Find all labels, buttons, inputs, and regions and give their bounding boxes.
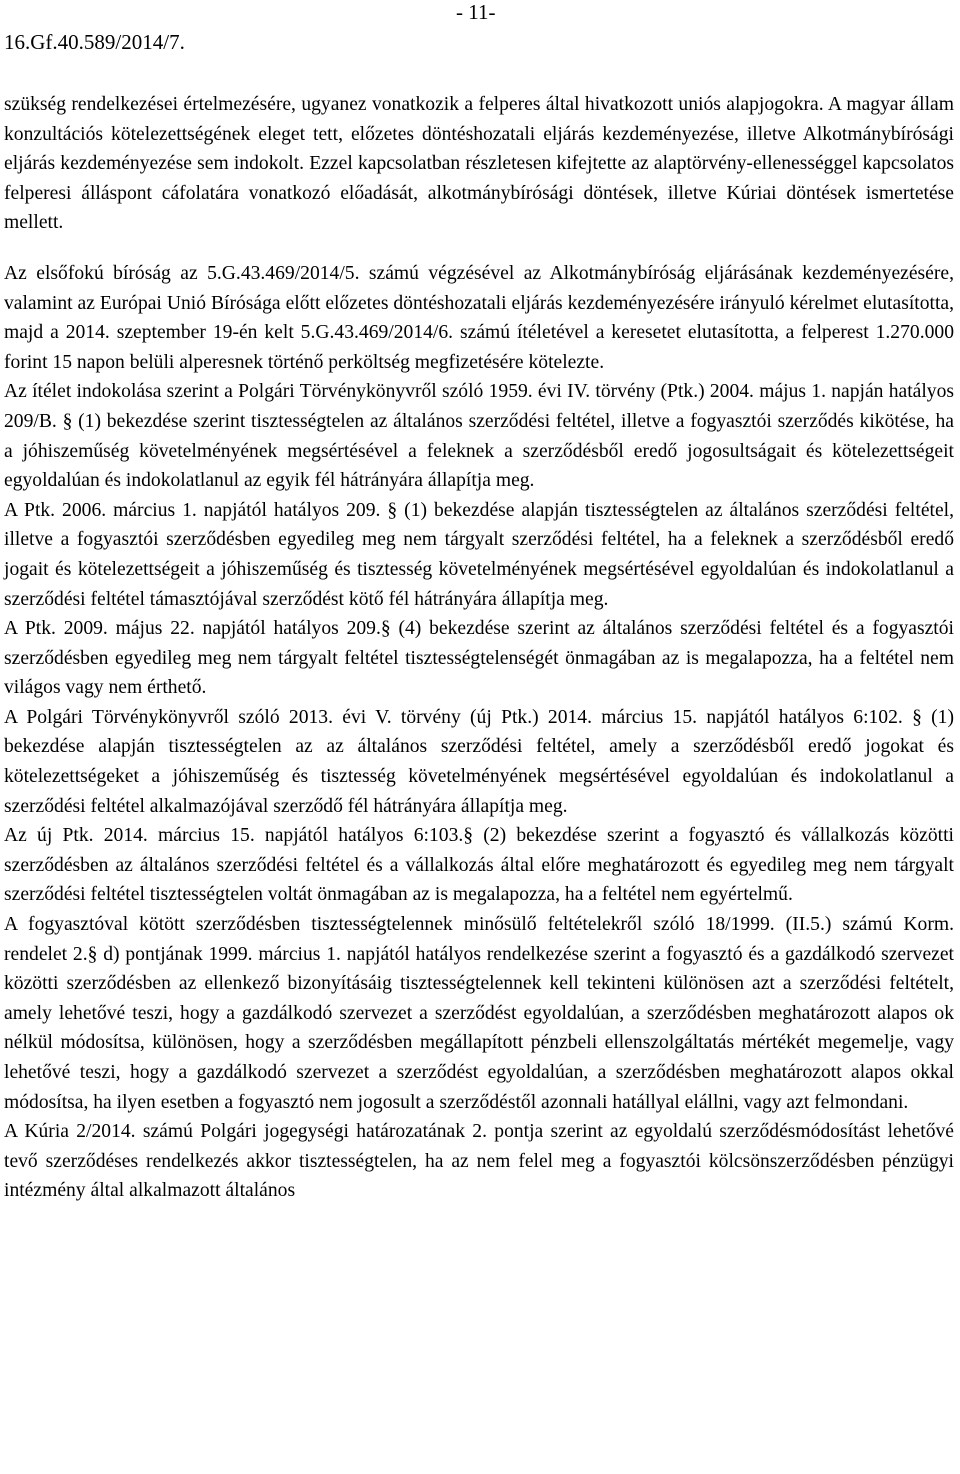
paragraph-gap <box>4 238 954 259</box>
paragraph-kuria-decision: A Kúria 2/2014. számú Polgári jogegységi határozatának 2. pontja szerint az egyoldalú szerződésmódosítást lehetővé tevő szerződéses rendelkezés akkor tisztességtelen, ha az nem felel meg a fogyasztói kölcsönszerződésben pénzügyi intézmény által alkalmazott általános <box>4 1121 954 1202</box>
paragraph-korm-rendelet: A fogyasztóval kötött szerződésben tisztességtelennek minősülő feltételekről szóló 18/1999. (II.5.) számú Korm. rendelet 2.§ d) pontjának 1999. március 1. napjától hatályos rendelkezése szerint a fogyasztó és a gazdálkodó szervezet közötti szerződésben az ellenkező bizonyításáig tisztességtelennek kell tekinteni különösen azt a szerződési feltételt, amely lehetővé teszi, hogy a gazdálkodó szervezet a szerződést egyoldalúan, a szerződésben meghatározott alapos ok nélkül módosítsa, különösen, hogy a szerződésben megállapított pénzbeli ellenszolgáltatás mértékét megemelje, vagy lehetővé teszi, hogy a gazdálkodó szervezet a szerződést egyoldalúan, a szerződésben meghatározott alapos okkal módosítsa, ha ilyen esetben a fogyasztó nem jogosult a szerződéstől azonnali hatállyal elállni, vagy azt felmondani. <box>4 914 954 1113</box>
case-number: 16.Gf.40.589/2014/7. <box>4 30 185 54</box>
paragraph-ptk-209b: Az ítélet indokolása szerint a Polgári Törvénykönyvről szóló 1959. évi IV. törvény (Ptk.) 2004. május 1. napján hatályos 209/B. § (1) bekezdése szerint tisztességtelen az általános szerződési feltétel, illetve a fogyasztói szerződés kikötése, ha a jóhiszeműség követelményének megsértésével a feleknek a szerződésből eredő jogosultságait és kötelezettségeit egyoldalúan és indokolatlanul az egyik fél hátrányára állapítja meg. <box>4 381 954 492</box>
paragraph-new-ptk-6-103: Az új Ptk. 2014. március 15. napjától hatályos 6:103.§ (2) bekezdése szerint a fogyasztó és vállalkozás közötti szerződésben az általános szerződési feltétel és a vállalkozás által előre meghatározott és egyedileg meg nem tárgyalt szerződési feltétel tisztességtelen voltát önmagában az is megalapozza, ha a feltétel nem egyértelmű. <box>4 825 954 906</box>
paragraph-first-instance-ruling: Az elsőfokú bíróság az 5.G.43.469/2014/5. számú végzésével az Alkotmánybíróság eljárásának kezdeményezésére, valamint az Európai Unió Bírósága előtt előzetes döntéshozatali eljárás kezdeményezésére irányuló kérelmet elutasította, majd a 2014. szeptember 19-én kelt 5.G.43.469/2014/6. számú ítéletével a keresetet elutasította, a felperest 1.270.000 forint 15 napon belüli alperesnek történő perköltség megfizetésére kötelezte. <box>4 262 954 373</box>
paragraph-ptk-2006: A Ptk. 2006. március 1. napjától hatályos 209. § (1) bekezdése alapján tisztességtelen az általános szerződési feltétel, illetve a fogyasztói szerződésben egyedileg meg nem tárgyalt szerződési feltétel, ha a feleknek a szerződésből eredő jogait és kötelezettségeit a jóhiszeműség és tisztesség követelményének megsértésével egyoldalúan és indokolatlanul a szerződési feltétel támasztójával szerződést kötő fél hátrányára állapítja meg. <box>4 499 954 610</box>
paragraph-intro: szükség rendelkezései értelmezésére, ugyanez vonatkozik a felperes által hivatkozott uniós alapjogokra. A magyar állam konzultációs kötelezettségének eleget tett, előzetes döntéshozatali eljárás kezdeményezése, illetve Alkotmánybírósági eljárás kezdeményezése sem indokolt. Ezzel kapcsolatban részletesen kifejtette az alaptörvény-ellenességgel kapcsolatos felperesi álláspont cáfolatára vonatkozó előadását, alkotmánybírósági döntések, illetve Kúriai döntések ismertetése mellett. <box>4 94 954 234</box>
page-number: - 11- <box>456 0 496 24</box>
document-body <box>4 90 954 1206</box>
paragraph-new-ptk-6-102: A Polgári Törvénykönyvről szóló 2013. évi V. törvény (új Ptk.) 2014. március 15. napjától hatályos 6:102. § (1) bekezdése alapján tisztességtelen az az általános szerződési feltétel, amely a szerződésből eredő jogokat és kötelezettségeket a jóhiszeműség és tisztesség követelményének megsértésével egyoldalúan és indokolatlanul a szerződési feltétel alkalmazójával szerződő fél hátrányára állapítja meg. <box>4 706 954 817</box>
paragraph-ptk-2009: A Ptk. 2009. május 22. napjától hatályos 209.§ (4) bekezdése szerint az általános szerződési feltétel és a fogyasztói szerződésben egyedileg meg nem tárgyalt feltétel tisztességtelenségét önmagában az is megalapozza, ha a feltétel nem világos vagy nem érthető. <box>4 618 954 699</box>
